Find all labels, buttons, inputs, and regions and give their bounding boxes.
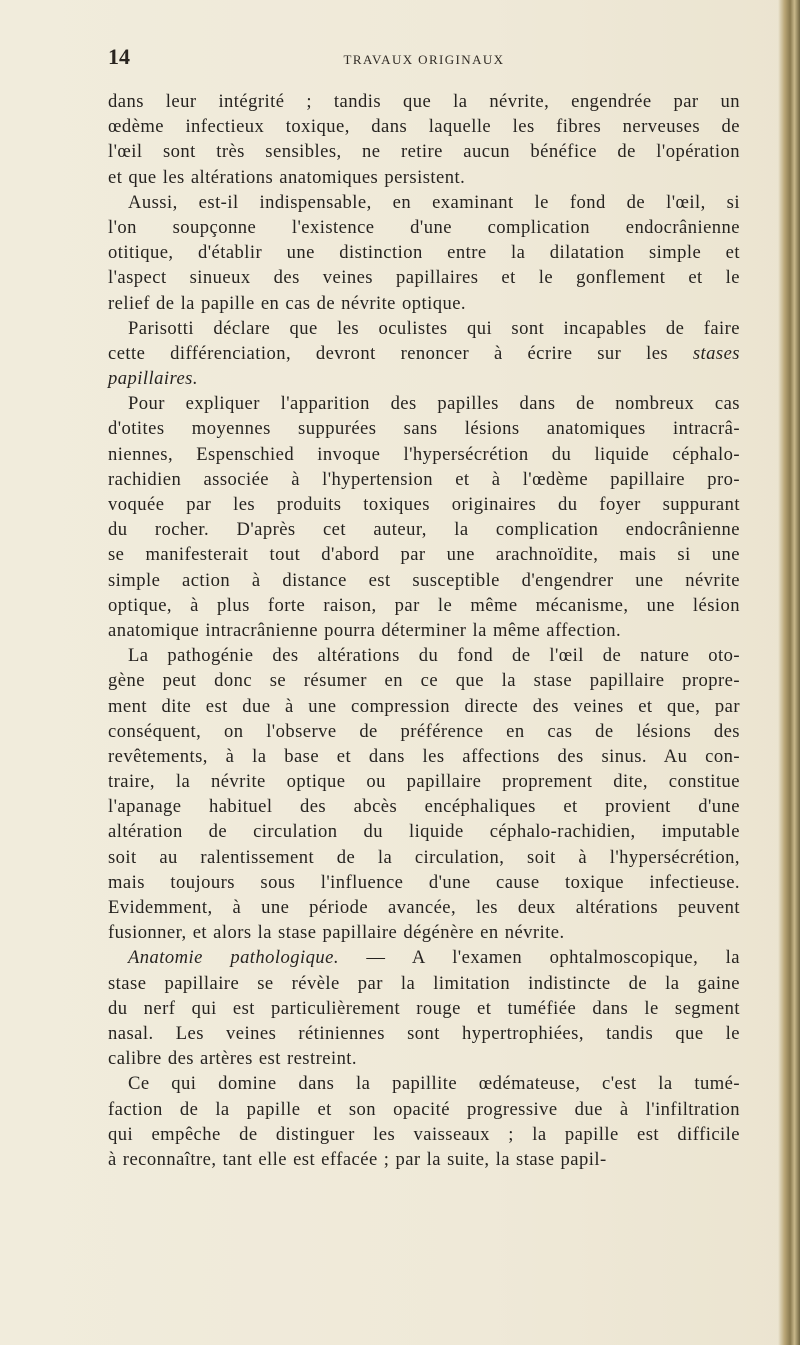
text-line: soit au ralentissement de la circulation, soit à l'hypersécrétion,	[108, 846, 740, 868]
text-line: altération de circulation du liquide céphalo-rachidien, imputable	[108, 821, 740, 843]
text-line: Evidemment, à une période avancée, les deux altérations peuvent	[108, 897, 740, 918]
text-line: nasal. Les veines rétiniennes sont hypertrophiées, tandis que le	[108, 1022, 740, 1044]
text-line: l'on soupçonne l'existence d'une complication endocrânienne	[108, 216, 740, 238]
text-line: otitique, d'établir une distinction entre la dilatation simple et	[108, 242, 740, 264]
text-line: Parisotti déclare que les oculistes qui sont incapables de faire	[128, 317, 740, 339]
page-number: 14	[108, 44, 130, 69]
paragraph	[108, 643, 740, 945]
text-line: conséquent, on l'observe de préférence en cas de lésions des	[108, 720, 740, 742]
text-line: du nerf qui est particulièrement rouge et tuméfiée dans le segment	[108, 997, 740, 1019]
text-line: stase papillaire se révèle par la limitation indistincte de la gaine	[108, 972, 740, 994]
text-line: œdème infectieux toxique, dans laquelle les fibres nerveuses de	[108, 116, 740, 138]
text-line: Aussi, est-il indispensable, en examinant le fond de l'œil, si	[128, 191, 740, 213]
text-line: Ce qui domine dans la papillite œdémateuse, c'est la tumé-	[128, 1073, 740, 1095]
text-line: Pour expliquer l'apparition des papilles dans de nombreux cas	[128, 393, 740, 415]
running-head: TRAVAUX ORIGINAUX	[343, 52, 505, 67]
text-line: rachidien associée à l'hypertension et à l'œdème papillaire pro-	[108, 468, 740, 490]
text-line: l'œil sont très sensibles, ne retire aucun bénéfice de l'opération	[108, 141, 740, 163]
text-line: qui empêche de distinguer les vaisseaux ; la papille est difficile	[108, 1123, 740, 1145]
text-line: mais toujours sous l'influence d'une cause toxique infectieuse.	[108, 871, 740, 893]
text-line: La pathogénie des altérations du fond de l'œil de nature oto-	[128, 645, 740, 667]
text-line: l'apanage habituel des abcès encéphaliques et provient d'une	[108, 796, 740, 818]
line-text: cette différenciation, devront renoncer à écrire sur les	[108, 342, 693, 364]
text-line: calibre des artères est restreint.	[108, 1048, 358, 1070]
text-line: ment dite est due à une compression directe des veines et que, par	[108, 695, 740, 717]
text-line: et que les altérations anatomiques persistent.	[108, 166, 466, 188]
text-line: anatomique intracrânienne pourra déterminer la même affection.	[108, 619, 622, 641]
text-line: voquée par les produits toxiques originaires du foyer suppurant	[108, 494, 740, 515]
paragraph	[108, 1071, 740, 1172]
text-line: se manifesterait tout d'abord par une arachnoïdite, mais si une	[108, 544, 740, 566]
paragraph	[108, 190, 740, 316]
text-line: à reconnaître, tant elle est effacée ; par la suite, la stase papil-	[108, 1148, 607, 1170]
italic-term: stases	[692, 342, 740, 364]
text-line: dans leur intégrité ; tandis que la névrite, engendrée par un	[108, 91, 740, 112]
text-line	[108, 341, 740, 366]
text-line: niennes, Espenschied invoque l'hypersécrétion du liquide céphalo-	[108, 443, 740, 465]
text-line: faction de la papille et son opacité progressive due à l'infiltration	[108, 1098, 740, 1120]
page-edge	[778, 0, 800, 1345]
paragraph	[108, 89, 740, 190]
italic-term: papillaires.	[108, 368, 198, 390]
paragraph	[108, 945, 740, 1071]
text-line: revêtements, à la base et dans les affections des sinus. Au con-	[108, 745, 740, 767]
line-text: — A l'examen ophtalmoscopique, la	[338, 947, 740, 969]
text-line: traire, la névrite optique ou papillaire proprement dite, constitue	[108, 771, 740, 793]
text-line: optique, à plus forte raison, par le même mécanisme, une lésion	[108, 594, 740, 616]
text-line: simple action à distance est susceptible d'engendrer une névrite	[108, 569, 740, 591]
text-line: d'otites moyennes suppurées sans lésions anatomiques intracrâ-	[108, 418, 740, 440]
text-line	[108, 366, 740, 391]
text-line	[108, 945, 740, 970]
text-line: du rocher. D'après cet auteur, la complication endocrânienne	[108, 519, 740, 541]
text-line: gène peut donc se résumer en ce que la stase papillaire propre-	[108, 670, 740, 692]
text-line: relief de la papille en cas de névrite optique.	[108, 292, 467, 314]
page-header	[108, 44, 740, 74]
text-line: l'aspect sinueux des veines papillaires et le gonflement et le	[108, 267, 740, 289]
paragraph	[108, 316, 740, 392]
section-heading-italic: Anatomie pathologique.	[128, 947, 339, 969]
body-text	[108, 89, 740, 1172]
text-line: fusionner, et alors la stase papillaire dégénère en névrite.	[108, 922, 565, 944]
paragraph	[108, 391, 740, 643]
